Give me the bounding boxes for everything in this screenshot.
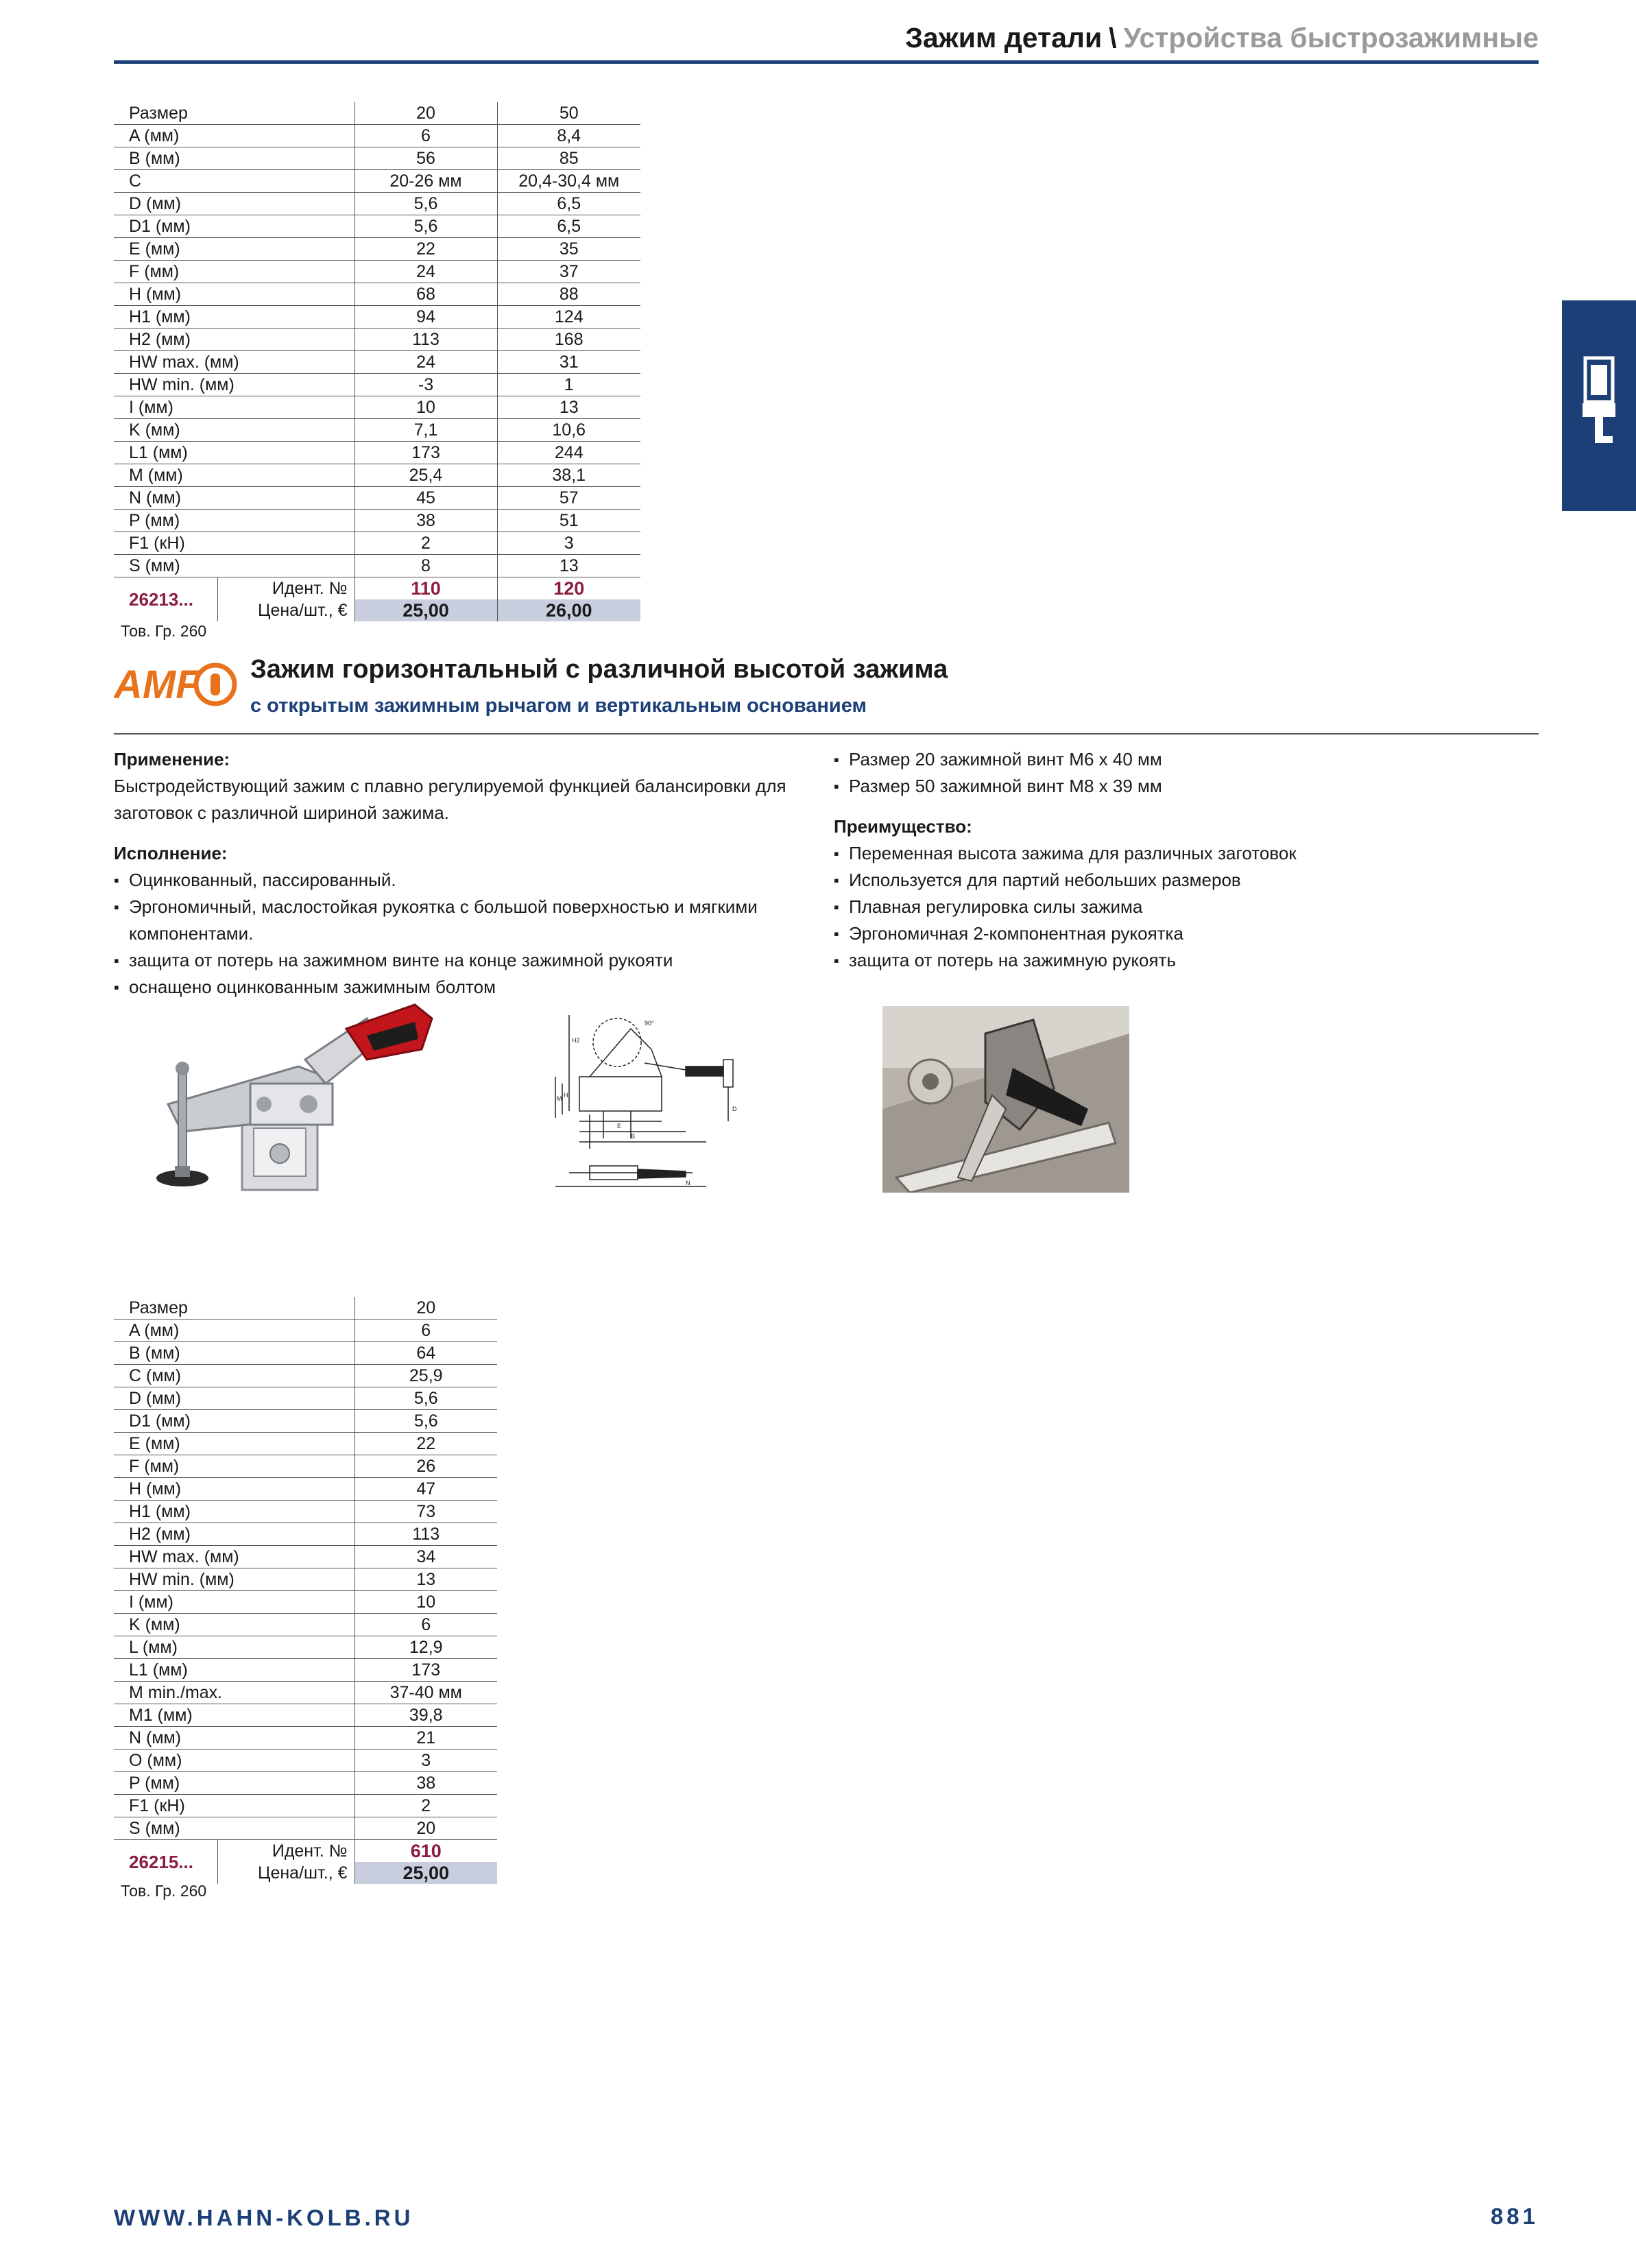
table-row bbox=[114, 1636, 497, 1659]
row-label: HW max. (мм) bbox=[114, 1546, 354, 1568]
row-label: H (мм) bbox=[114, 283, 354, 306]
row-value: 3 bbox=[497, 532, 640, 555]
ident-row bbox=[114, 1840, 497, 1863]
row-value: 2 bbox=[354, 532, 497, 555]
row-label: D (мм) bbox=[114, 193, 354, 215]
list-item: ▪ Используется для партий небольших размеров bbox=[834, 867, 1533, 894]
row-value: 8 bbox=[354, 555, 497, 577]
row-label: N (мм) bbox=[114, 1727, 354, 1750]
row-value: 94 bbox=[354, 306, 497, 329]
row-value: 6 bbox=[354, 125, 497, 147]
table-row bbox=[114, 170, 640, 193]
table-row bbox=[114, 215, 640, 238]
amf-logo bbox=[114, 660, 237, 708]
svg-text:E: E bbox=[617, 1123, 622, 1130]
table-row bbox=[114, 555, 640, 577]
ident-number-link[interactable]: 120 bbox=[497, 577, 640, 600]
product-photo-clamp bbox=[141, 1001, 449, 1200]
table-row bbox=[114, 1772, 497, 1795]
row-label: B (мм) bbox=[114, 1342, 354, 1365]
page-number: 881 bbox=[1490, 2204, 1539, 2229]
execution-heading: Исполнение: bbox=[114, 843, 228, 863]
row-value: 37 bbox=[497, 261, 640, 283]
row-label: D1 (мм) bbox=[114, 215, 354, 238]
list-item: ▪ Эргономичная 2-компонентная рукоятка bbox=[834, 920, 1533, 947]
row-value: 6,5 bbox=[497, 193, 640, 215]
row-value: 113 bbox=[354, 329, 497, 351]
row-value: 85 bbox=[497, 147, 640, 170]
table-row bbox=[114, 1478, 497, 1501]
row-value: 5,6 bbox=[354, 215, 497, 238]
row-label: S (мм) bbox=[114, 555, 354, 577]
row-label: I (мм) bbox=[114, 1591, 354, 1614]
row-value: 20 bbox=[354, 1817, 497, 1840]
table-row bbox=[114, 442, 640, 464]
svg-text:AMF: AMF bbox=[114, 663, 200, 707]
row-value: 7,1 bbox=[354, 419, 497, 442]
svg-text:H: H bbox=[564, 1092, 568, 1099]
row-label: HW max. (мм) bbox=[114, 351, 354, 374]
row-value: 173 bbox=[354, 442, 497, 464]
row-label: M min./max. bbox=[114, 1682, 354, 1704]
svg-text:D: D bbox=[732, 1106, 737, 1112]
list-item: ▪ оснащено оцинкованным зажимным болтом bbox=[114, 974, 820, 1001]
list-item: ▪ защита от потерь на зажимном винте на конце зажимной рукояти bbox=[114, 947, 820, 974]
row-value: 24 bbox=[354, 351, 497, 374]
article-number: 26213... bbox=[114, 577, 217, 622]
footer-url-link[interactable]: WWW.HAHN-KOLB.RU bbox=[114, 2205, 414, 2230]
price-value: 25,00 bbox=[354, 1862, 497, 1884]
row-value: 10 bbox=[354, 396, 497, 419]
row-label: C (мм) bbox=[114, 1365, 354, 1387]
advantage-heading: Преимущество: bbox=[834, 816, 972, 837]
row-value: 39,8 bbox=[354, 1704, 497, 1727]
table-row bbox=[114, 261, 640, 283]
price-value: 26,00 bbox=[497, 599, 640, 621]
row-value: 3 bbox=[354, 1750, 497, 1772]
row-value: 57 bbox=[497, 487, 640, 510]
application-photo bbox=[882, 1006, 1129, 1193]
table-row bbox=[114, 1455, 497, 1478]
article-number: 26215... bbox=[114, 1840, 217, 1885]
row-value: 47 bbox=[354, 1478, 497, 1501]
row-value: 22 bbox=[354, 1433, 497, 1455]
row-value: 64 bbox=[354, 1342, 497, 1365]
table-row bbox=[114, 238, 640, 261]
row-label: H (мм) bbox=[114, 1478, 354, 1501]
table-row bbox=[114, 1410, 497, 1433]
product-title: Зажим горизонтальный с различной высотой зажима bbox=[250, 655, 948, 684]
spec-table-26213 bbox=[114, 102, 640, 621]
row-label: P (мм) bbox=[114, 1772, 354, 1795]
row-label: D1 (мм) bbox=[114, 1410, 354, 1433]
table-row bbox=[114, 1501, 497, 1523]
page-header bbox=[114, 15, 1539, 60]
row-value: 5,6 bbox=[354, 1387, 497, 1410]
table-row bbox=[114, 1320, 497, 1342]
svg-text:N: N bbox=[686, 1180, 690, 1186]
ident-number-link[interactable]: 110 bbox=[354, 577, 497, 600]
table-row bbox=[114, 306, 640, 329]
table-row bbox=[114, 351, 640, 374]
list-item: ▪ Размер 20 зажимной винт M6 x 40 мм bbox=[834, 746, 1533, 773]
ident-label: Идент. № bbox=[272, 579, 348, 598]
ident-row bbox=[114, 577, 640, 600]
row-value: 13 bbox=[354, 1568, 497, 1591]
row-label: S (мм) bbox=[114, 1817, 354, 1840]
header-separator: \ bbox=[1109, 22, 1117, 53]
row-value: 88 bbox=[497, 283, 640, 306]
application-heading: Применение: bbox=[114, 749, 230, 769]
size-list bbox=[834, 746, 1533, 800]
row-value: 8,4 bbox=[497, 125, 640, 147]
row-value: 73 bbox=[354, 1501, 497, 1523]
row-label: F (мм) bbox=[114, 261, 354, 283]
table-row bbox=[114, 510, 640, 532]
row-value: 20 bbox=[354, 102, 497, 125]
row-value: 38 bbox=[354, 510, 497, 532]
table-row bbox=[114, 1795, 497, 1817]
row-value: 10 bbox=[354, 1591, 497, 1614]
list-item: ▪ защита от потерь на зажимную рукоять bbox=[834, 947, 1533, 974]
row-label: K (мм) bbox=[114, 419, 354, 442]
row-value: 2 bbox=[354, 1795, 497, 1817]
row-value: 173 bbox=[354, 1659, 497, 1682]
header-sub: Устройства быстрозажимные bbox=[1123, 22, 1539, 53]
svg-text:B: B bbox=[631, 1133, 636, 1140]
svg-text:M: M bbox=[557, 1095, 562, 1102]
row-value: 5,6 bbox=[354, 1410, 497, 1433]
row-label: E (мм) bbox=[114, 238, 354, 261]
price-label: Цена/шт., € bbox=[257, 1863, 348, 1883]
row-value: 1 bbox=[497, 374, 640, 396]
row-value: 20 bbox=[354, 1297, 497, 1320]
spec-table-26215 bbox=[114, 1297, 497, 1884]
title-rule bbox=[114, 733, 1539, 735]
list-item: ▪ Плавная регулировка силы зажима bbox=[834, 894, 1533, 920]
row-value: 45 bbox=[354, 487, 497, 510]
header-rule bbox=[114, 60, 1539, 64]
row-label: Размер bbox=[114, 102, 354, 125]
table-row bbox=[114, 1387, 497, 1410]
row-value: 6 bbox=[354, 1614, 497, 1636]
row-label: Размер bbox=[114, 1297, 354, 1320]
list-item: ▪ Эргономичный, маслостойкая рукоятка с большой поверхностью и мягкими компонентами. bbox=[114, 894, 820, 947]
row-label: L1 (мм) bbox=[114, 1659, 354, 1682]
list-item: ▪ Переменная высота зажима для различных заготовок bbox=[834, 840, 1533, 867]
table-row bbox=[114, 1297, 497, 1320]
row-label: HW min. (мм) bbox=[114, 374, 354, 396]
row-value: 24 bbox=[354, 261, 497, 283]
table-row bbox=[114, 147, 640, 170]
ident-label: Идент. № bbox=[272, 1841, 348, 1861]
row-label: A (мм) bbox=[114, 1320, 354, 1342]
row-value: 21 bbox=[354, 1727, 497, 1750]
row-value: 51 bbox=[497, 510, 640, 532]
table-row bbox=[114, 1727, 497, 1750]
row-label: F1 (кН) bbox=[114, 1795, 354, 1817]
row-label: I (мм) bbox=[114, 396, 354, 419]
row-value: 34 bbox=[354, 1546, 497, 1568]
row-value: 31 bbox=[497, 351, 640, 374]
row-label: L1 (мм) bbox=[114, 442, 354, 464]
table-row bbox=[114, 1342, 497, 1365]
row-label: H2 (мм) bbox=[114, 329, 354, 351]
table-row bbox=[114, 1682, 497, 1704]
table-row bbox=[114, 487, 640, 510]
table-row bbox=[114, 1750, 497, 1772]
row-value: 25,9 bbox=[354, 1365, 497, 1387]
application-text: Быстродействующий зажим с плавно регулируемой функцией балансировки для заготовок с различной шириной зажима. bbox=[114, 776, 786, 823]
row-label: O (мм) bbox=[114, 1750, 354, 1772]
table-row bbox=[114, 1546, 497, 1568]
product-group-note: Тов. Гр. 260 bbox=[121, 1882, 207, 1900]
row-value: 68 bbox=[354, 283, 497, 306]
row-value: 168 bbox=[497, 329, 640, 351]
table-row bbox=[114, 1704, 497, 1727]
table-row bbox=[114, 1523, 497, 1546]
table-row bbox=[114, 1365, 497, 1387]
execution-list bbox=[114, 867, 820, 1001]
table-row bbox=[114, 1568, 497, 1591]
row-value: 56 bbox=[354, 147, 497, 170]
row-value: 35 bbox=[497, 238, 640, 261]
row-value: 12,9 bbox=[354, 1636, 497, 1659]
table-row bbox=[114, 419, 640, 442]
row-value: 113 bbox=[354, 1523, 497, 1546]
row-label: P (мм) bbox=[114, 510, 354, 532]
section-side-tab[interactable] bbox=[1562, 300, 1636, 511]
row-value: 26 bbox=[354, 1455, 497, 1478]
row-label: H1 (мм) bbox=[114, 306, 354, 329]
row-value: 38,1 bbox=[497, 464, 640, 487]
table-row bbox=[114, 329, 640, 351]
row-label: HW min. (мм) bbox=[114, 1568, 354, 1591]
row-value: -3 bbox=[354, 374, 497, 396]
row-value: 124 bbox=[497, 306, 640, 329]
row-value: 13 bbox=[497, 396, 640, 419]
row-label: B (мм) bbox=[114, 147, 354, 170]
row-value: 50 bbox=[497, 102, 640, 125]
row-value: 6,5 bbox=[497, 215, 640, 238]
row-label: F (мм) bbox=[114, 1455, 354, 1478]
row-value: 38 bbox=[354, 1772, 497, 1795]
table-row bbox=[114, 1614, 497, 1636]
list-item: ▪ Размер 50 зажимной винт M8 x 39 мм bbox=[834, 773, 1533, 800]
table-row bbox=[114, 283, 640, 306]
table-row bbox=[114, 464, 640, 487]
description-left bbox=[114, 746, 820, 1001]
row-label: N (мм) bbox=[114, 487, 354, 510]
row-value: 5,6 bbox=[354, 193, 497, 215]
technical-drawing bbox=[549, 1001, 747, 1197]
row-value: 25,4 bbox=[354, 464, 497, 487]
list-item: ▪ Оцинкованный, пассированный. bbox=[114, 867, 820, 894]
ident-number-link[interactable]: 610 bbox=[354, 1840, 497, 1863]
table-row bbox=[114, 1659, 497, 1682]
clamp-section-icon bbox=[1583, 355, 1615, 458]
product-group-note: Тов. Гр. 260 bbox=[121, 622, 207, 640]
price-value: 25,00 bbox=[354, 599, 497, 621]
row-label: A (мм) bbox=[114, 125, 354, 147]
row-value: 6 bbox=[354, 1320, 497, 1342]
product-subtitle: с открытым зажимным рычагом и вертикальным основанием bbox=[250, 695, 867, 717]
row-label: M1 (мм) bbox=[114, 1704, 354, 1727]
table-row bbox=[114, 102, 640, 125]
row-value: 13 bbox=[497, 555, 640, 577]
table-row bbox=[114, 193, 640, 215]
table-row bbox=[114, 1591, 497, 1614]
table-row bbox=[114, 374, 640, 396]
table-row bbox=[114, 125, 640, 147]
row-label: D (мм) bbox=[114, 1387, 354, 1410]
row-value: 37-40 мм bbox=[354, 1682, 497, 1704]
header-main: Зажим детали bbox=[905, 22, 1103, 53]
row-label: H2 (мм) bbox=[114, 1523, 354, 1546]
row-value: 22 bbox=[354, 238, 497, 261]
row-label: C bbox=[114, 170, 354, 193]
svg-text:H2: H2 bbox=[572, 1037, 580, 1044]
row-label: L (мм) bbox=[114, 1636, 354, 1659]
description-right bbox=[834, 746, 1533, 974]
table-row bbox=[114, 396, 640, 419]
table-row bbox=[114, 532, 640, 555]
row-value: 20-26 мм bbox=[354, 170, 497, 193]
advantage-list bbox=[834, 840, 1533, 974]
row-label: M (мм) bbox=[114, 464, 354, 487]
row-value: 244 bbox=[497, 442, 640, 464]
row-value: 20,4-30,4 мм bbox=[497, 170, 640, 193]
row-label: F1 (кН) bbox=[114, 532, 354, 555]
row-label: H1 (мм) bbox=[114, 1501, 354, 1523]
price-label: Цена/шт., € bbox=[257, 601, 348, 620]
svg-text:90°: 90° bbox=[645, 1020, 654, 1027]
table-row bbox=[114, 1433, 497, 1455]
row-value: 10,6 bbox=[497, 419, 640, 442]
table-row bbox=[114, 1817, 497, 1840]
row-label: E (мм) bbox=[114, 1433, 354, 1455]
row-label: K (мм) bbox=[114, 1614, 354, 1636]
